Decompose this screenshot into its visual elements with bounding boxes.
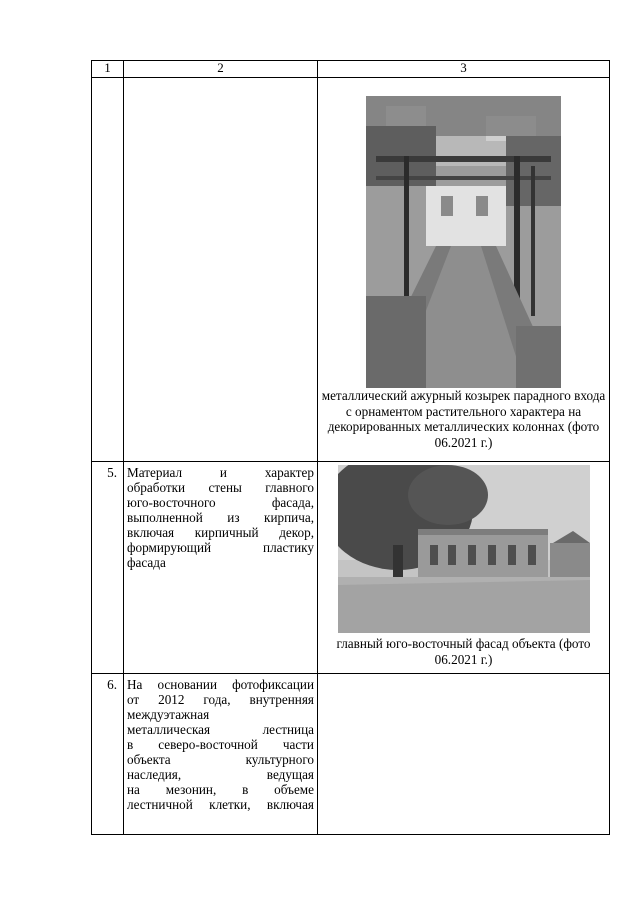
- row-number: 5.: [92, 462, 124, 674]
- photo-cell: [318, 462, 610, 674]
- table-row: [92, 462, 610, 674]
- photo-caption: главный юго-восточный фасад объекта (фото 06.2021 г.): [336, 636, 591, 667]
- description-line: фасада: [127, 555, 166, 570]
- photo-cell: [318, 78, 610, 462]
- photo-cell: [318, 674, 610, 835]
- description-line: формирующий пластику: [127, 540, 314, 555]
- description-line: Материал и характер: [127, 465, 314, 480]
- description-line: объекта культурного: [127, 752, 314, 767]
- description-line: обработки стены главного: [127, 480, 314, 495]
- row-description: [124, 462, 318, 674]
- description-line: На основании фотофиксации: [127, 677, 314, 692]
- row-description: [124, 674, 318, 835]
- description-line: междуэтажная: [127, 707, 210, 722]
- row-number: [92, 78, 124, 462]
- description-line: металлическая лестница: [127, 722, 314, 737]
- description-line: включая кирпичный декор,: [127, 525, 314, 540]
- description-line: лестничной клетки, включая: [127, 797, 314, 812]
- row-number: 6.: [92, 674, 124, 835]
- table-row: [92, 78, 610, 462]
- description-line: в северо-восточной части: [127, 737, 314, 752]
- description-line: от 2012 года, внутренняя: [127, 692, 314, 707]
- description-line: на мезонин, в объеме: [127, 782, 314, 797]
- heritage-table: [91, 60, 610, 835]
- description-line: выполненной из кирпича,: [127, 510, 314, 525]
- description-line: наследия, ведущая: [127, 767, 314, 782]
- table-row: [92, 674, 610, 835]
- facade-photo: [338, 465, 590, 633]
- table-header-row: [92, 61, 610, 78]
- header-col-2: 2: [124, 61, 318, 78]
- canopy-photo: [366, 96, 561, 388]
- photo-caption: металлический ажурный козырек парадного входа с орнаментом растительного характера на декорированных металлических колоннах (фото 06.2021 г.): [321, 388, 606, 450]
- description-line: юго-восточного фасада,: [127, 495, 314, 510]
- header-col-1: 1: [92, 61, 124, 78]
- row-description: [124, 78, 318, 462]
- header-col-3: 3: [318, 61, 610, 78]
